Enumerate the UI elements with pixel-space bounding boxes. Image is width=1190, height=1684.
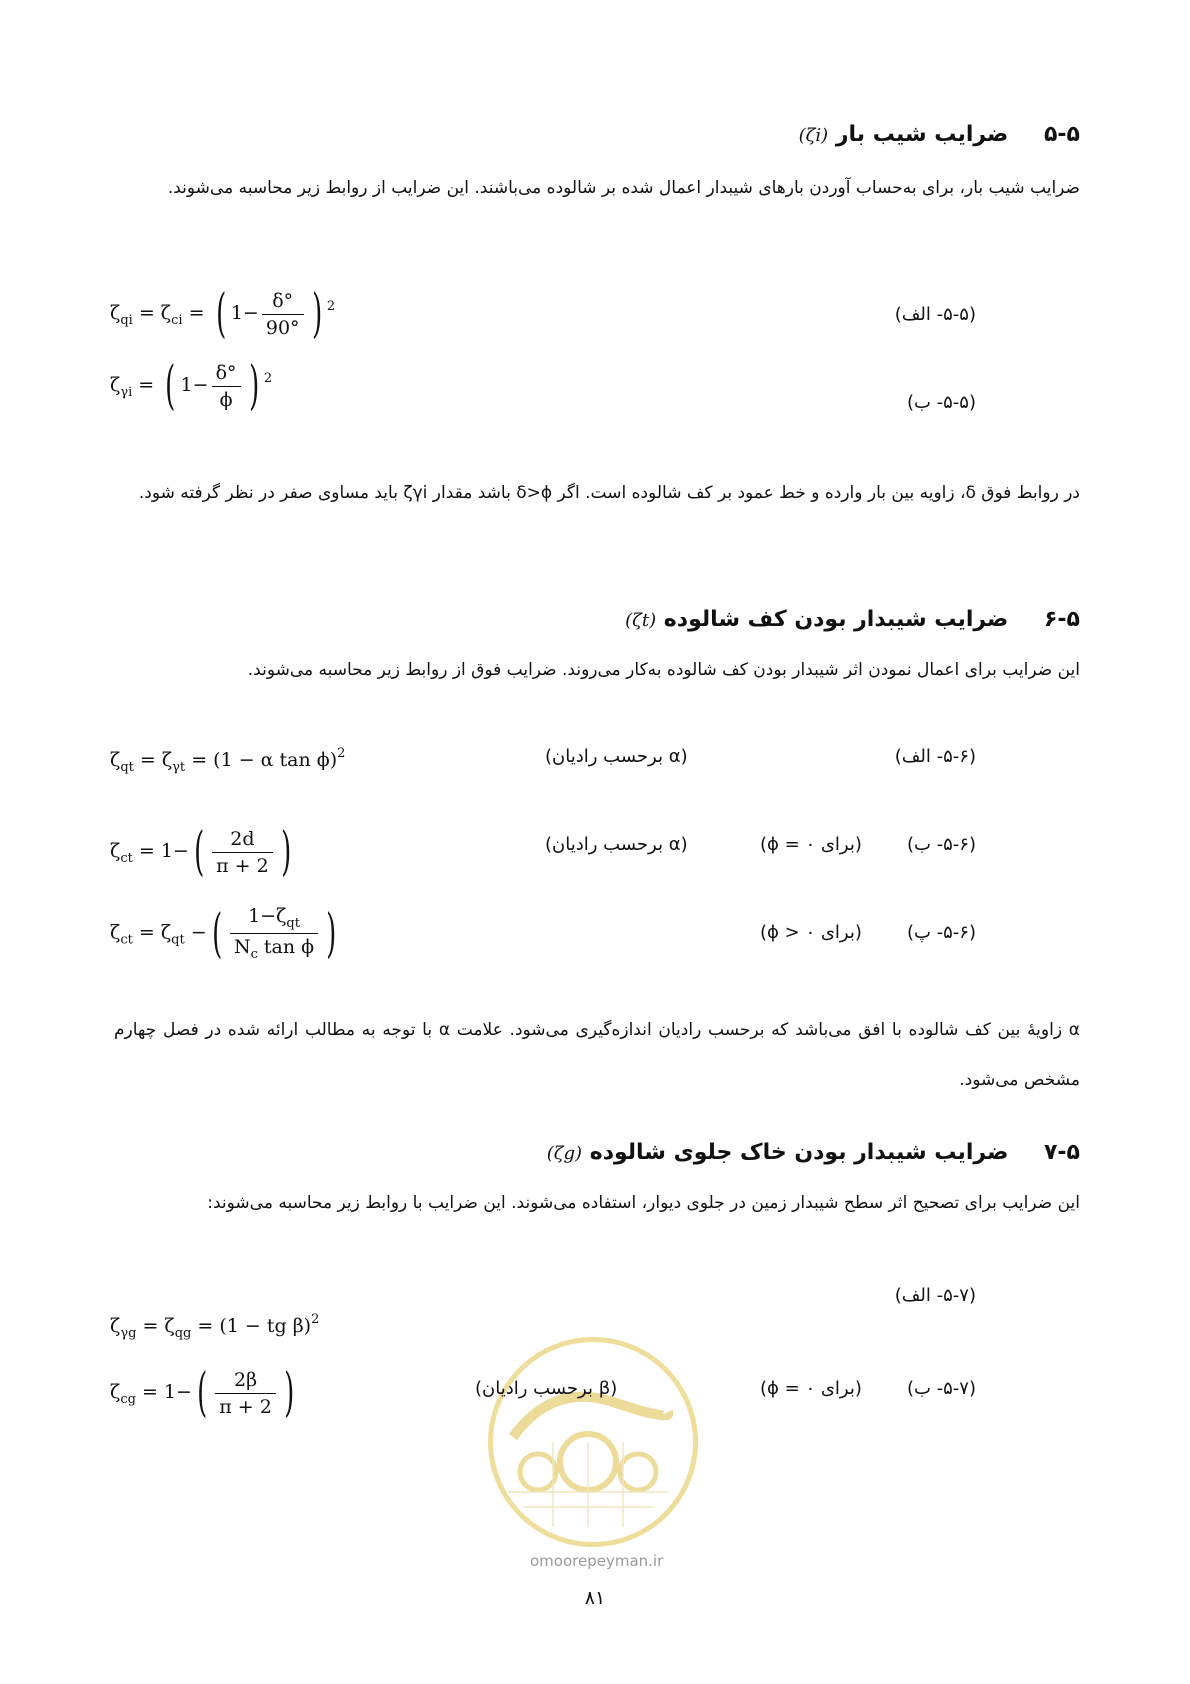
equation-label-5-5-a: (۵-۵- الف) (894, 304, 976, 325)
section-heading-5-7 (547, 1140, 1080, 1165)
equation-5-7-a: $\zeta_{\gamma g} = \zeta_{qg} = (1$ − tg β)$^2$ (110, 1312, 320, 1341)
section-heading-5-5 (799, 122, 1080, 147)
section-number: ۷-۵ (1044, 1140, 1080, 1165)
paragraph-5-6-intro: این ضرایب برای اعمال نمودن اثر شیبدار بودن کف شالوده به‌کار می‌روند. ضرایب فوق از روابط زیر محاسبه می‌شوند. (247, 660, 1080, 680)
equation-label-5-6-b: (۵-۶- ب) (906, 834, 976, 855)
section-title: ضرایب شیب بار (835, 122, 1009, 147)
paragraph-5-5-intro: ضرایب شیب بار، برای به‌حساب آوردن بارهای شیبدار اعمال شده بر شالوده می‌باشند. این ضرایب از روابط زیر محاسبه می‌شوند. (167, 178, 1080, 198)
section-title: ضرایب شیبدار بودن کف شالوده (663, 607, 1009, 632)
page-number: ۸۱ (584, 1587, 606, 1609)
section-symbol: (ζg) (546, 1143, 583, 1164)
equation-5-6-a: $\zeta_{qt} = \zeta_{\gamma t} = (1 - \alpha$ tan ϕ)$^2$ (110, 746, 346, 775)
watermark-graphic (493, 1342, 683, 1532)
equation-5-5-a: $\zeta_{qi} = \zeta_{ci}$ = ( 1− $\frac{\delta^\circ}{90^\circ}$ ) $^2$ (110, 284, 336, 344)
equation-condition-5-6-b: (برای ۰ = ϕ) (760, 834, 862, 855)
watermark-logo (488, 1337, 698, 1547)
equation-5-6-c: $\zeta_{ct} = \zeta_{qt}$ −( $\frac{1-\zeta_{qt}}{N_c \tan \phi}$ ) (110, 903, 337, 964)
watermark-site-text: omoorepeyman.ir (530, 1552, 664, 1570)
section-symbol: (ζt) (625, 610, 657, 631)
paragraph-5-6-note: α زاویهٔ بین کف شالوده با افق می‌باشد که برحسب رادیان اندازه‌گیری می‌شود. علامت α با توجه به مطالب ارائه شده در فصل چهارم مشخص می‌شود. (114, 1020, 1080, 1090)
equation-5-5-b: $\zeta_{\gamma i}$ = ( 1− $\frac{\delta^\circ}{\phi}$ ) $^2$ (110, 356, 273, 416)
equation-note-5-6-b: (α برحسب رادیان) (545, 834, 688, 855)
section-heading-5-6 (625, 607, 1080, 632)
section-number: ۵-۵ (1044, 122, 1080, 147)
section-number: ۶-۵ (1044, 607, 1080, 632)
equation-label-5-7-b: (۵-۷- ب) (906, 1378, 976, 1399)
equation-label-5-6-a: (۵-۶- الف) (894, 746, 976, 767)
equation-condition-5-7-b: (برای ۰ = ϕ) (760, 1378, 862, 1399)
section-title: ضرایب شیبدار بودن خاک جلوی شالوده (589, 1140, 1009, 1165)
equation-5-7-b: $\zeta_{cg} = 1-$( $\frac{2\beta}{\pi + 2}$ ) (110, 1363, 295, 1423)
equation-5-6-b: $\zeta_{ct} = 1-$( $\frac{2d}{\pi + 2}$ ) (110, 822, 291, 882)
equation-note-5-6-a: (α برحسب رادیان) (545, 746, 688, 767)
section-symbol: (ζi) (798, 125, 829, 146)
equation-label-5-7-a: (۵-۷- الف) (894, 1285, 976, 1306)
equation-condition-5-6-c: (برای ۰ < ϕ) (760, 922, 862, 943)
equation-label-5-6-c: (۵-۶- پ) (906, 922, 976, 943)
equation-label-5-5-b: (۵-۵- ب) (906, 392, 976, 413)
paragraph-5-5-note: در روابط فوق δ، زاویه بین بار وارده و خط عمود بر کف شالوده است. اگر δ>ϕ باشد مقدار ζγi باید مساوی صفر در نظر گرفته شود. (138, 483, 1080, 503)
paragraph-5-7-intro: این ضرایب برای تصحیح اثر سطح شیبدار زمین در جلوی دیوار، استفاده می‌شوند. این ضرایب با روابط زیر محاسبه می‌شوند: (207, 1193, 1080, 1213)
equation-note-5-7-b: (β برحسب رادیان) (475, 1378, 618, 1399)
